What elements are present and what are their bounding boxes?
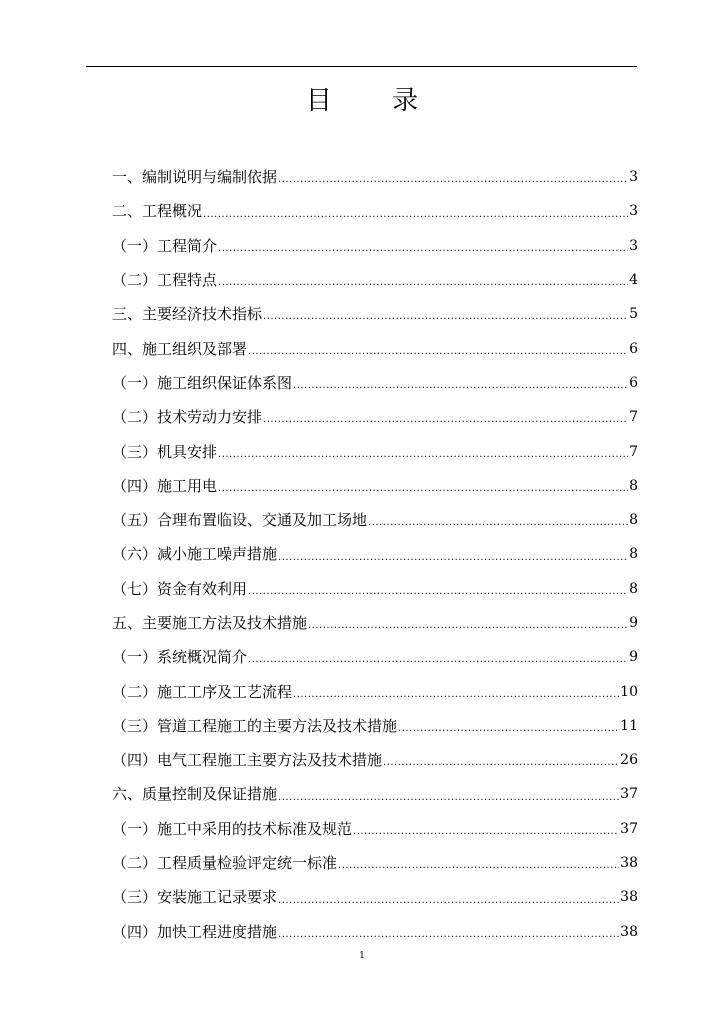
toc-entry[interactable]	[112, 331, 638, 365]
header-rule	[86, 66, 637, 67]
toc-entry-page: 8	[629, 512, 638, 529]
toc-entry[interactable]	[112, 229, 638, 263]
toc-entry-page: 4	[629, 272, 638, 289]
toc-entry-page: 26	[620, 752, 638, 769]
toc-entry[interactable]	[112, 777, 638, 811]
dot-leader	[383, 758, 619, 777]
toc-entry[interactable]	[112, 743, 638, 777]
toc-entry[interactable]	[112, 194, 638, 228]
dot-leader	[263, 312, 628, 331]
toc-entry-label: （五）合理布置临设、交通及加工场地	[112, 511, 368, 530]
toc-entry-page: 37	[620, 820, 638, 837]
toc-entry[interactable]	[112, 606, 638, 640]
dot-leader	[338, 861, 619, 880]
toc-entry[interactable]	[112, 709, 638, 743]
toc-entry-page: 38	[620, 889, 638, 906]
toc-entry-page: 38	[620, 923, 638, 940]
toc-entry-page: 7	[629, 443, 638, 460]
toc-entry-page: 3	[629, 169, 638, 186]
dot-leader	[353, 827, 619, 846]
toc-entry-label: 一、编制说明与编制依据	[112, 168, 278, 187]
dot-leader	[398, 724, 619, 743]
toc-entry-label: 四、施工组织及部署	[112, 339, 248, 358]
toc-entry-label: （三）机具安排	[112, 442, 218, 461]
dot-leader	[308, 621, 628, 640]
toc-entry[interactable]	[112, 915, 638, 949]
dot-leader	[248, 347, 628, 366]
toc-entry-label: （四）加快工程进度措施	[112, 922, 278, 941]
dot-leader	[248, 587, 628, 606]
toc-entry[interactable]	[112, 674, 638, 708]
toc-entry-label: （三）安装施工记录要求	[112, 888, 278, 907]
toc-entry-label: （一）系统概况简介	[112, 648, 248, 667]
toc-entry-label: 二、工程概况	[112, 202, 203, 221]
toc-entry[interactable]	[112, 469, 638, 503]
toc-entry-label: （七）资金有效利用	[112, 579, 248, 598]
dot-leader	[218, 278, 628, 297]
toc-entry[interactable]	[112, 297, 638, 331]
toc-entry-label: （一）施工组织保证体系图	[112, 373, 293, 392]
toc-entry-label: （一）工程简介	[112, 236, 218, 255]
toc-entry-label: （二）施工工序及工艺流程	[112, 682, 293, 701]
toc-entry-page: 6	[629, 340, 638, 357]
dot-leader	[278, 930, 619, 949]
toc-entry[interactable]	[112, 263, 638, 297]
toc-entry-label: （二）工程质量检验评定统一标准	[112, 854, 338, 873]
dot-leader	[218, 244, 628, 263]
page-title: 目 录	[305, 86, 445, 116]
toc-entry-label: （四）施工用电	[112, 476, 218, 495]
dot-leader	[203, 210, 628, 229]
toc-entry[interactable]	[112, 572, 638, 606]
toc-entry-page: 37	[620, 786, 638, 803]
dot-leader	[248, 655, 628, 674]
toc-entry[interactable]	[112, 160, 638, 194]
toc-entry-page: 5	[629, 306, 638, 323]
toc-entry-label: 六、质量控制及保证措施	[112, 785, 278, 804]
toc-entry-label: （三）管道工程施工的主要方法及技术措施	[112, 716, 398, 735]
toc-entry[interactable]	[112, 846, 638, 880]
toc-entry[interactable]	[112, 503, 638, 537]
toc-entry-page: 9	[629, 615, 638, 631]
toc-entry-page: 3	[629, 203, 638, 220]
toc-entry-page: 8	[629, 477, 638, 494]
toc-entry-page: 3	[629, 237, 638, 254]
toc-entry[interactable]	[112, 400, 638, 434]
toc-entry[interactable]	[112, 812, 638, 846]
toc-entry[interactable]	[112, 434, 638, 468]
dot-leader	[263, 415, 628, 434]
dot-leader	[218, 450, 628, 469]
toc-entry-label: （一）施工中采用的技术标准及规范	[112, 819, 353, 838]
dot-leader	[278, 793, 619, 812]
toc-entry-label: （二）工程特点	[112, 271, 218, 290]
toc-entry-label: 三、主要经济技术指标	[112, 305, 263, 324]
page-number: 1	[359, 951, 365, 961]
dot-leader	[278, 553, 628, 572]
toc-entry-label: 五、主要施工方法及技术措施	[112, 614, 308, 632]
toc-entry-label: （二）技术劳动力安排	[112, 408, 263, 427]
toc-entry-page: 8	[629, 580, 638, 597]
dot-leader	[218, 484, 628, 503]
toc-entry-label: （四）电气工程施工主要方法及技术措施	[112, 751, 383, 770]
toc-entry-page: 10	[620, 683, 638, 700]
toc-entry[interactable]	[112, 640, 638, 674]
toc-entry-label: （六）减小施工噪声措施	[112, 545, 278, 564]
toc-entry-page: 7	[629, 409, 638, 426]
dot-leader	[293, 381, 628, 400]
dot-leader	[278, 175, 628, 194]
toc-entry[interactable]	[112, 880, 638, 914]
dot-leader	[278, 896, 619, 915]
dot-leader	[368, 518, 628, 537]
toc-entry[interactable]	[112, 537, 638, 571]
toc-entry[interactable]	[112, 366, 638, 400]
table-of-contents	[112, 160, 638, 949]
toc-entry-page: 38	[620, 855, 638, 872]
dot-leader	[293, 690, 619, 709]
toc-entry-page: 8	[629, 546, 638, 563]
toc-entry-page: 9	[629, 649, 638, 666]
toc-entry-page: 11	[620, 717, 638, 734]
toc-entry-page: 6	[629, 374, 638, 391]
